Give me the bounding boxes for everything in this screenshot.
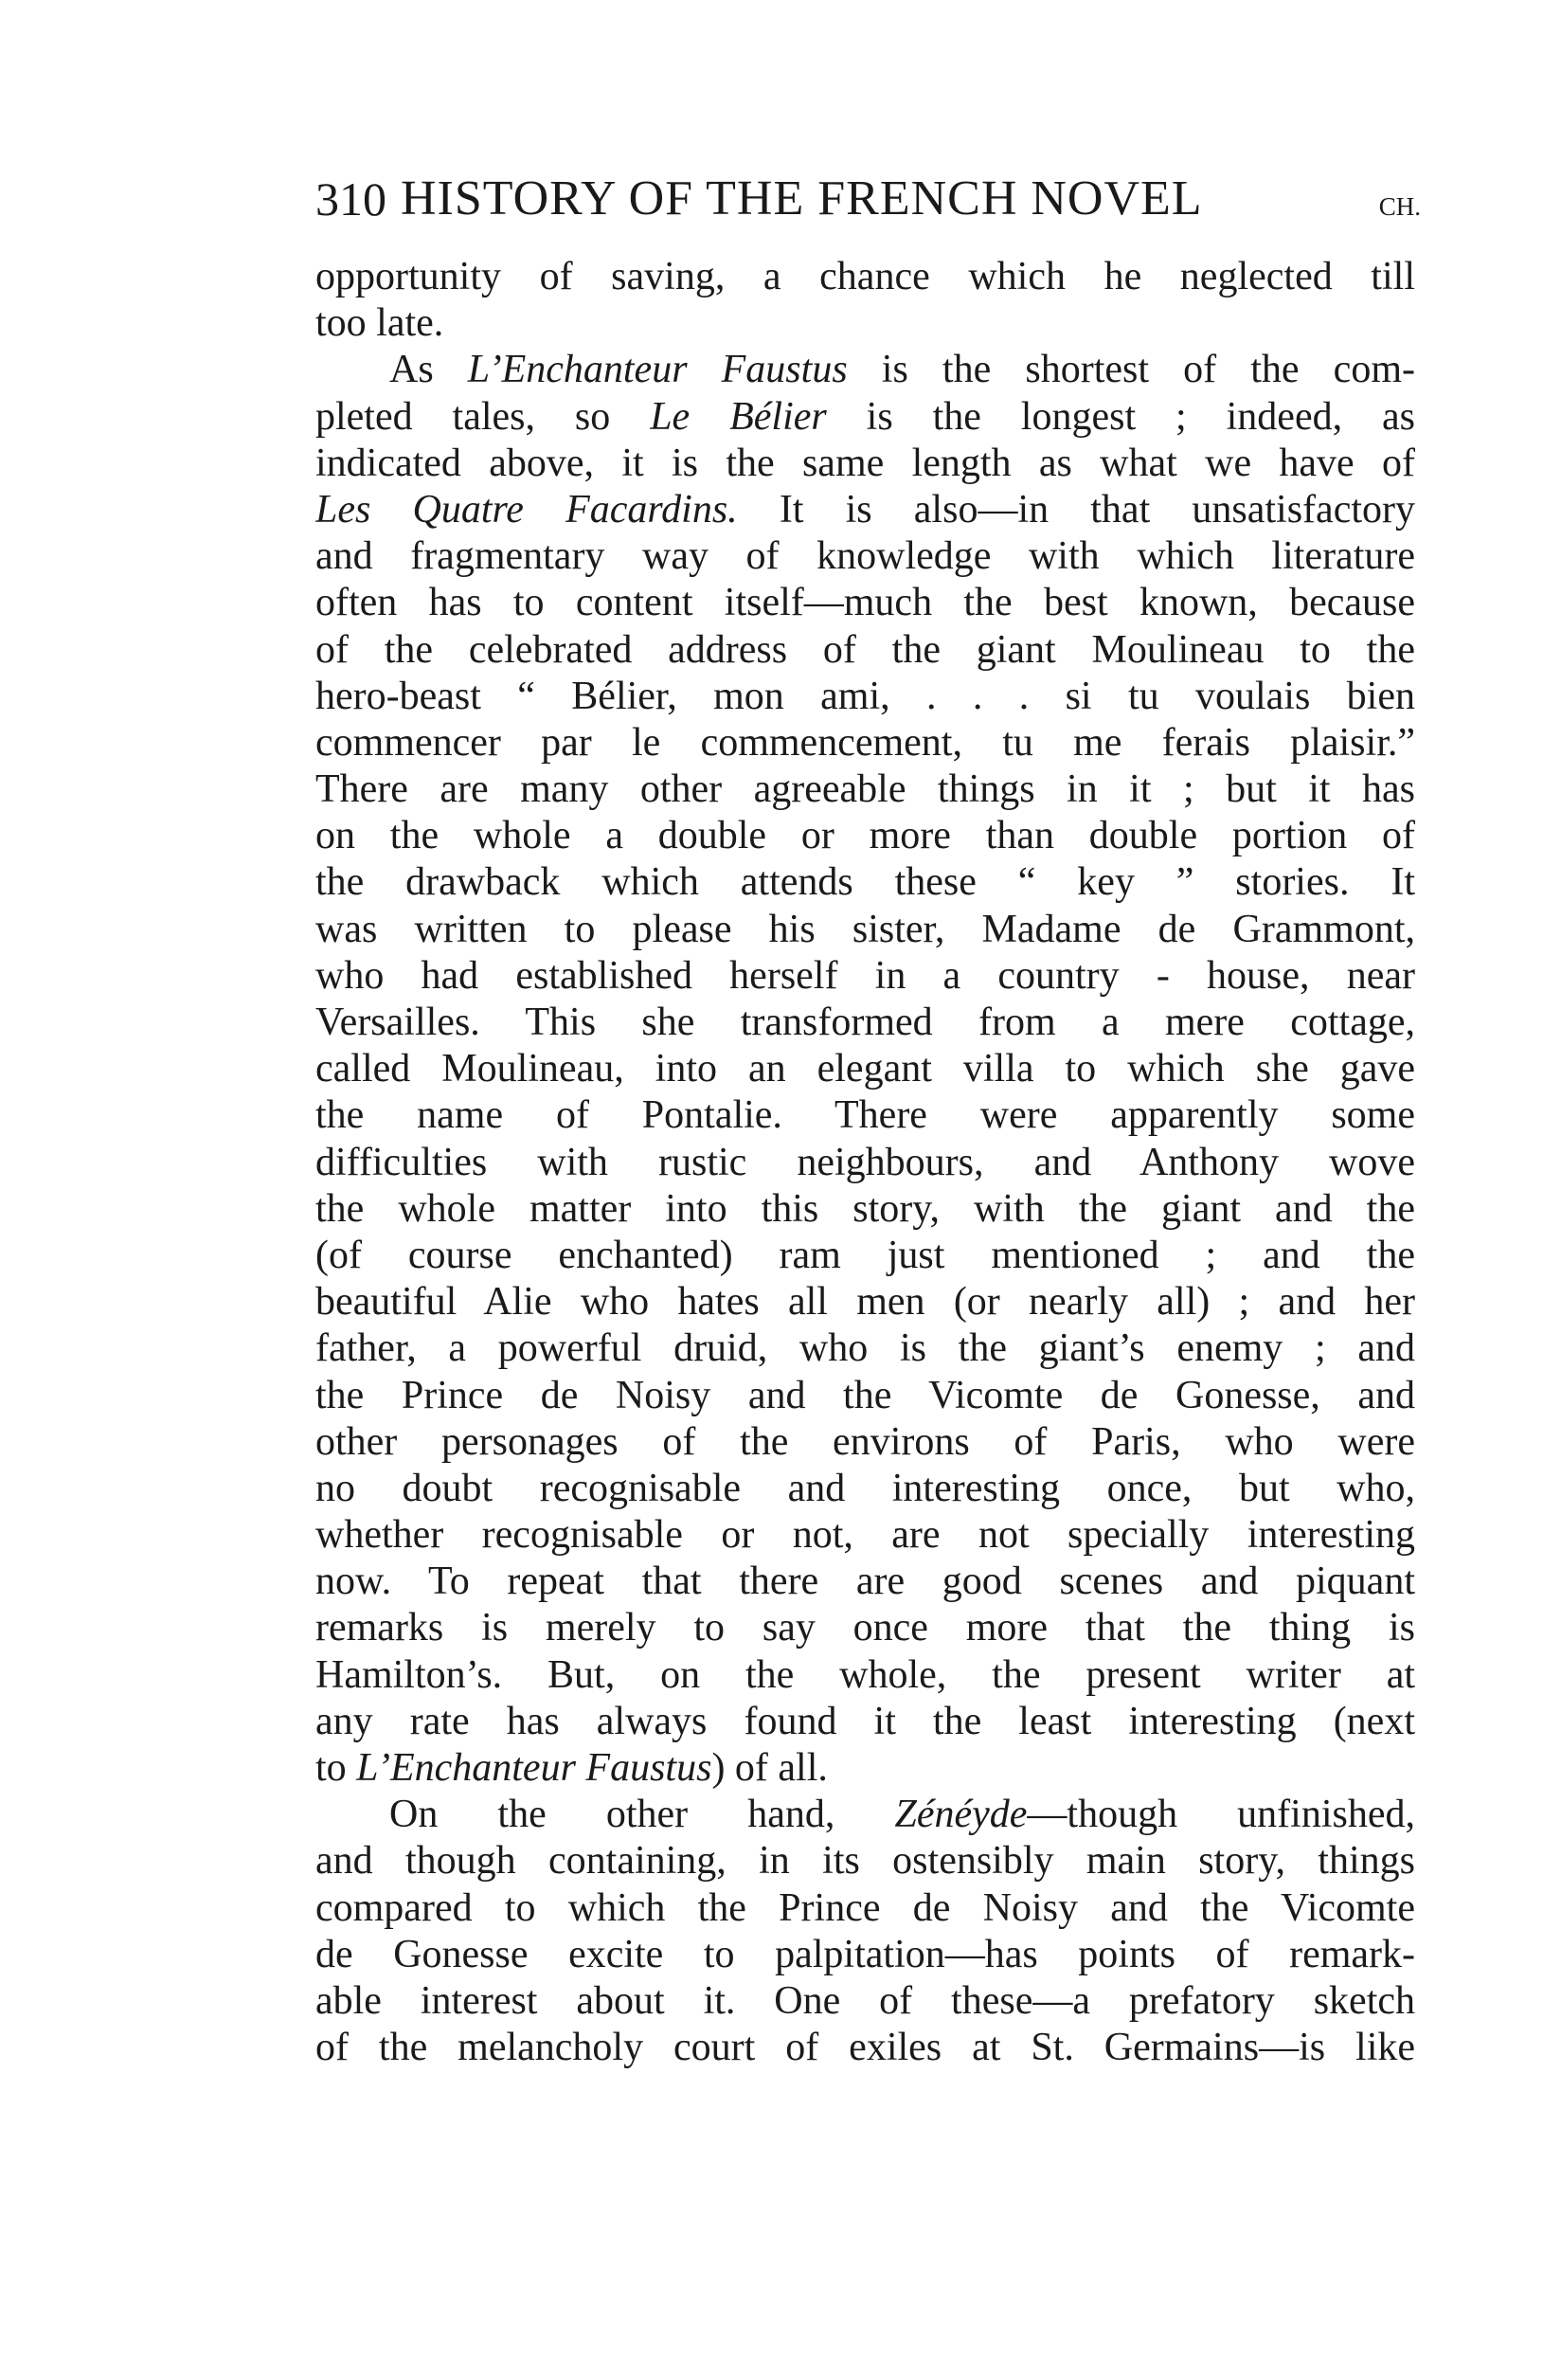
page-number: 310 bbox=[315, 172, 386, 225]
text-run: too late. bbox=[315, 301, 444, 346]
text-line bbox=[315, 1512, 1415, 1559]
text-line bbox=[315, 1559, 1415, 1605]
text-run: the Prince de Noisy and the Vicomte de Gonesse, and bbox=[315, 1373, 1415, 1417]
text-line bbox=[315, 720, 1415, 766]
text-run: and though containing, in its ostensibly main story, things bbox=[315, 1839, 1415, 1884]
text-run: on the whole a double or more than double portion of bbox=[315, 814, 1415, 858]
text-run: opportunity of saving, a chance which he neglected till bbox=[315, 255, 1415, 298]
text-run: difficulties with rustic neighbours, and Anthony wove bbox=[315, 1140, 1415, 1184]
text-line bbox=[315, 1092, 1415, 1139]
text-run: Hamilton’s. But, on the whole, the present writer at bbox=[315, 1652, 1415, 1697]
text-run: compared to which the Prince de Noisy and the Vicomte bbox=[315, 1885, 1415, 1930]
body-text bbox=[315, 254, 1415, 2071]
text-line bbox=[315, 1838, 1415, 1884]
text-line bbox=[315, 953, 1415, 1000]
text-run: any rate has always found it the least interesting (next bbox=[315, 1699, 1415, 1743]
text-line bbox=[315, 441, 1415, 487]
text-run: of the melancholy court of exiles at St. Germains—is like bbox=[315, 2026, 1415, 2070]
text-run: beautiful Alie who hates all men (or nearly all) ; and her bbox=[315, 1280, 1415, 1325]
text-line bbox=[315, 1792, 1415, 1838]
text-run: pleted tales, so bbox=[315, 394, 651, 439]
text-run: now. To repeat that there are good scenes and piquant bbox=[315, 1560, 1415, 1604]
text-line bbox=[315, 907, 1415, 953]
chapter-mark: CH. bbox=[1378, 192, 1421, 221]
text-line bbox=[315, 813, 1415, 859]
text-run: (of course enchanted) ram just mentioned ; and the bbox=[315, 1233, 1415, 1277]
text-run: de Gonesse excite to palpitation—has points of remark- bbox=[315, 1932, 1415, 1976]
text-run: of the celebrated address of the giant Moulineau to the bbox=[315, 627, 1415, 672]
text-run: is the longest ; indeed, as bbox=[826, 394, 1415, 439]
text-line bbox=[315, 1279, 1415, 1325]
text-run: often has to content itself—much the best known, because bbox=[315, 581, 1415, 625]
text-line bbox=[315, 1605, 1415, 1651]
text-line bbox=[315, 1745, 1415, 1792]
text-run: who had established herself in a country - house, near bbox=[315, 953, 1415, 998]
text-line bbox=[315, 1140, 1415, 1186]
text-run: indicated above, it is the same length as what we have of bbox=[315, 441, 1415, 485]
text-run: able interest about it. One of these—a prefatory sketch bbox=[315, 1978, 1415, 2023]
text-run: hero-beast “ Bélier, mon ami, . . . si tu voulais bien bbox=[315, 674, 1415, 718]
text-line bbox=[315, 627, 1415, 674]
text-line bbox=[315, 1000, 1415, 1046]
text-line bbox=[315, 394, 1415, 441]
text-line bbox=[315, 580, 1415, 626]
text-line bbox=[315, 1466, 1415, 1512]
italic-title: L’Enchanteur Faustus bbox=[356, 1746, 712, 1790]
text-run: —though unfinished, bbox=[1027, 1793, 1415, 1837]
text-run: As bbox=[389, 348, 468, 392]
text-line bbox=[315, 1978, 1415, 2025]
italic-title: Zénéyde bbox=[894, 1793, 1028, 1837]
text-line bbox=[315, 1373, 1415, 1419]
text-run: other personages of the environs of Paris, who were bbox=[315, 1419, 1415, 1464]
text-line bbox=[315, 1699, 1415, 1745]
text-run: the whole matter into this story, with the giant and the bbox=[315, 1186, 1415, 1231]
text-line bbox=[315, 1885, 1415, 1932]
running-title: HISTORY OF THE FRENCH NOVEL bbox=[401, 171, 1203, 225]
text-run: called Moulineau, into an elegant villa to which she gave bbox=[315, 1047, 1415, 1091]
running-header bbox=[315, 171, 1421, 227]
text-run: father, a powerful druid, who is the giant’s enemy ; and bbox=[315, 1326, 1415, 1371]
text-line bbox=[315, 2025, 1415, 2071]
text-run: On the other hand, bbox=[389, 1793, 895, 1837]
text-line bbox=[315, 487, 1415, 533]
text-run: There are many other agreeable things in it ; but it has bbox=[315, 767, 1415, 812]
italic-title: Le Bélier bbox=[650, 394, 827, 439]
text-run: Versailles. This she transformed from a mere cottage, bbox=[315, 1001, 1415, 1044]
text-line bbox=[315, 254, 1415, 300]
text-run: commencer par le commencement, tu me ferais plaisir.” bbox=[315, 720, 1415, 765]
text-line bbox=[315, 859, 1415, 906]
text-line bbox=[315, 1233, 1415, 1279]
italic-title: L’Enchanteur Faustus bbox=[467, 348, 848, 392]
text-run: and fragmentary way of knowledge with which literature bbox=[315, 534, 1415, 579]
text-line bbox=[315, 1325, 1415, 1372]
text-line bbox=[315, 347, 1415, 393]
text-run: is the shortest of the com- bbox=[847, 348, 1415, 392]
text-line bbox=[315, 1419, 1415, 1466]
text-run: whether recognisable or not, are not specially interesting bbox=[315, 1513, 1415, 1558]
text-run: It is also—in that unsatisfactory bbox=[737, 487, 1415, 532]
text-run: the name of Pontalie. There were apparently some bbox=[315, 1093, 1415, 1138]
text-line bbox=[315, 674, 1415, 720]
text-run: ) of all. bbox=[711, 1746, 828, 1790]
text-line bbox=[315, 300, 1415, 347]
text-line bbox=[315, 1046, 1415, 1092]
text-run: was written to please his sister, Madame de Grammont, bbox=[315, 907, 1415, 951]
text-run: no doubt recognisable and interesting once, but who, bbox=[315, 1466, 1415, 1510]
text-line bbox=[315, 533, 1415, 580]
text-line bbox=[315, 1186, 1415, 1233]
text-run: remarks is merely to say once more that the thing is bbox=[315, 1606, 1415, 1650]
text-run: to bbox=[315, 1746, 357, 1790]
text-line bbox=[315, 1932, 1415, 1978]
italic-title: Les Quatre Facardins. bbox=[315, 487, 738, 532]
text-run: the drawback which attends these “ key ” stories. It bbox=[315, 860, 1415, 905]
text-line bbox=[315, 1652, 1415, 1699]
text-line bbox=[315, 766, 1415, 813]
